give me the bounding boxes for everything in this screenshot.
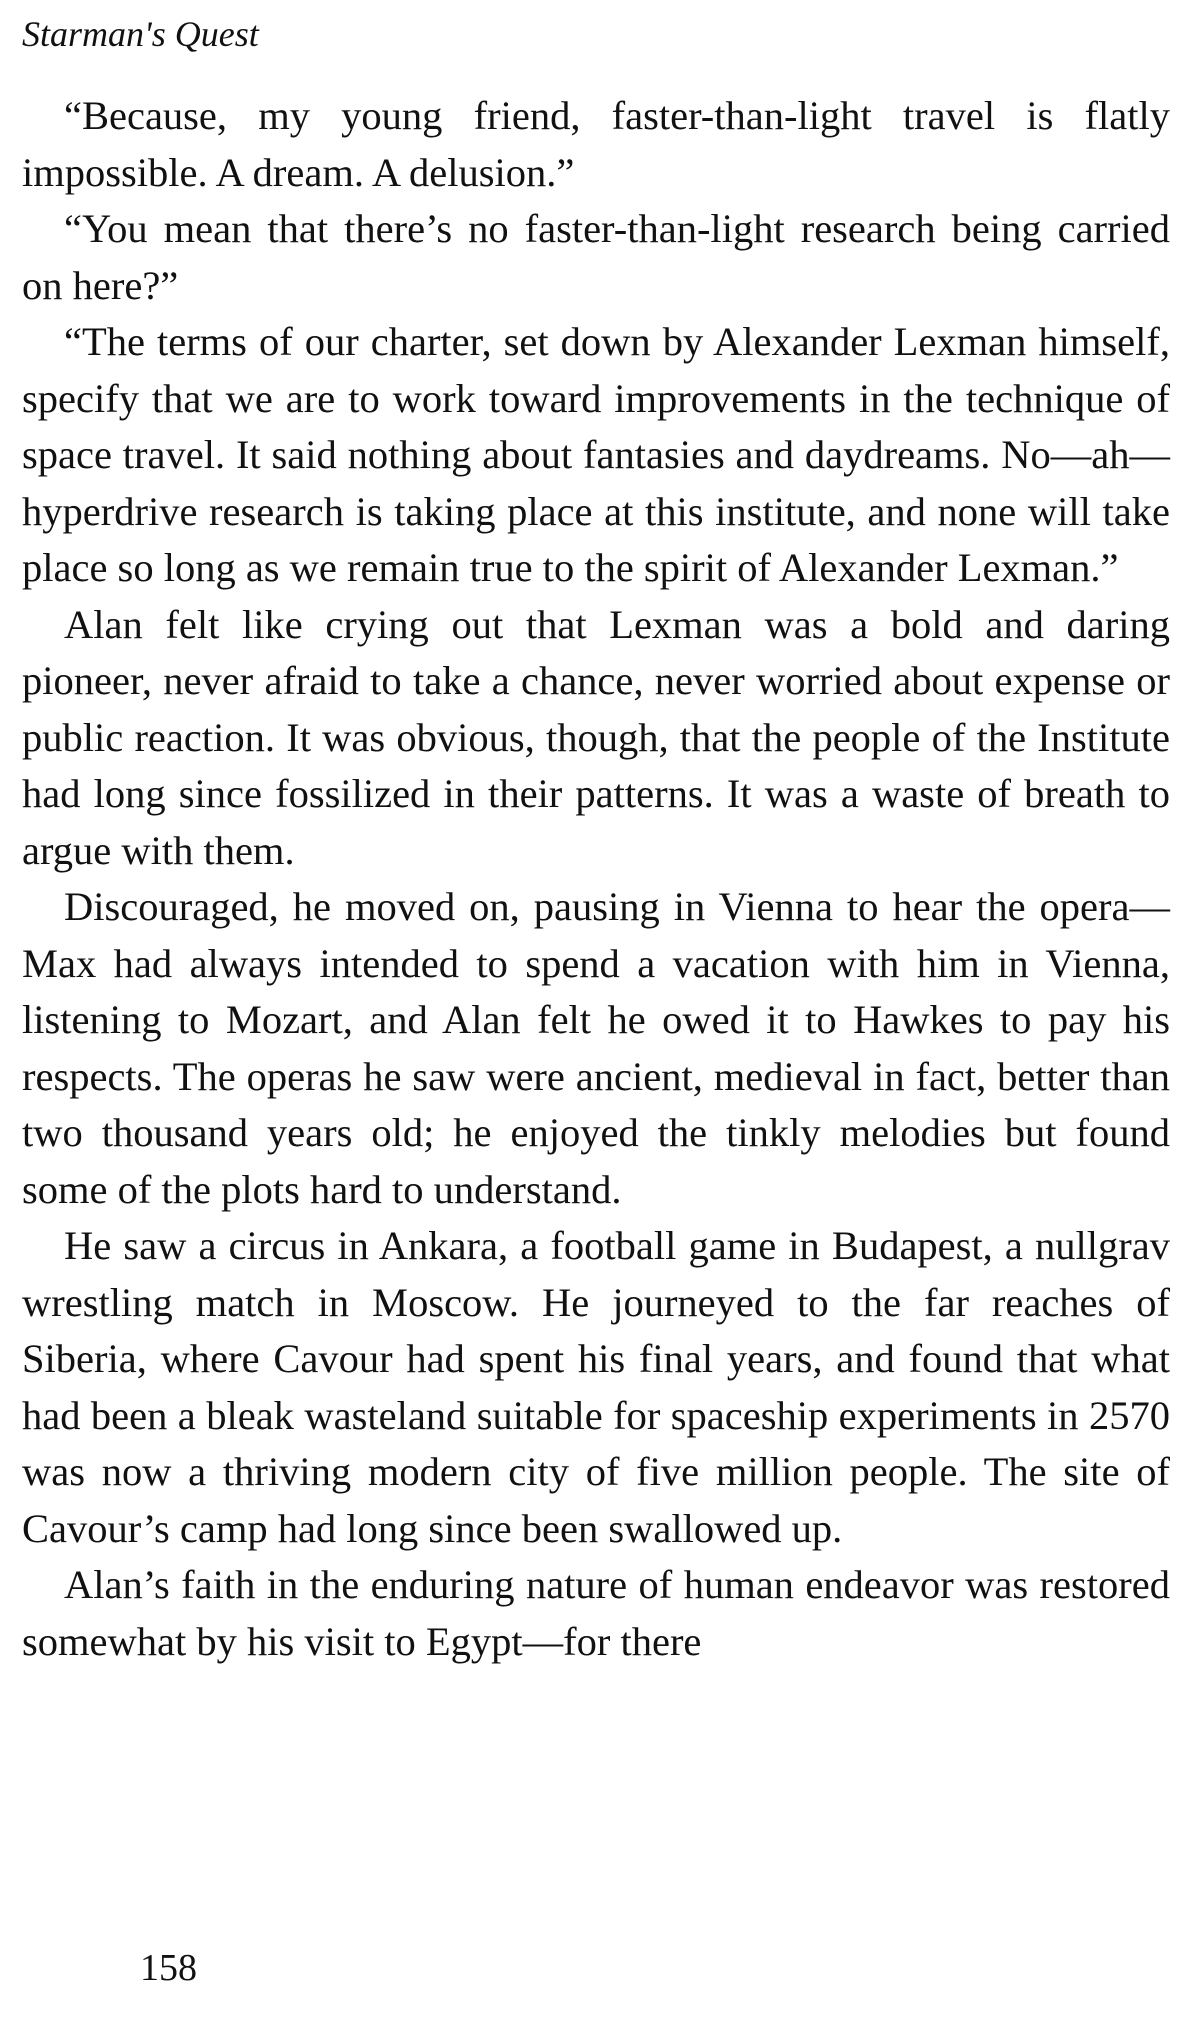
paragraph: Discouraged, he moved on, pausing in Vienna to hear the opera—Max had always intended to spend a vacation with him in Vienna, listening to Mozart, and Alan felt he owed it to Hawkes to pay his respects. The operas he saw were ancient, medieval in fact, better than two thousand years old; he enjoyed the tinkly melodies but found some of the plots hard to understand. (22, 884, 1170, 1212)
page-number: 158 (140, 1947, 197, 1989)
running-head: Starman's Quest (22, 14, 259, 54)
paragraph: “You mean that there’s no faster-than-light research being carried on here?” (22, 206, 1170, 308)
paragraph: Alan’s faith in the enduring nature of human endeavor was restored somewhat by his visit to Egypt—for there (22, 1562, 1170, 1664)
paragraph: Alan felt like crying out that Lexman was a bold and daring pioneer, never afraid to take a chance, never worried about expense or public reaction. It was obvious, though, that the people of the Institute had long since fossilized in their patterns. It was a waste of breath to argue with them. (22, 601, 1170, 873)
paragraph: “The terms of our charter, set down by Alexander Lexman himself, specify that we are to work toward improvements in the technique of space travel. It said nothing about fantasies and daydreams. No—ah—hyperdrive research is taking place at this institute, and none will take place so long as we remain true to the spirit of Alexander Lexman.” (22, 319, 1170, 590)
paragraph: “Because, my young friend, faster-than-light travel is flatly impossible. A dream. A delusion.” (22, 93, 1170, 195)
paragraph: He saw a circus in Ankara, a football game in Budapest, a nullgrav wrestling match in Moscow. He journeyed to the far reaches of Siberia, where Cavour had spent his final years, and found that what had been a bleak wasteland suitable for spaceship experiments in 2570 was now a thriving modern city of five million people. The site of Cavour’s camp had long since been swallowed up. (22, 1223, 1170, 1551)
body-text (22, 88, 1170, 1670)
